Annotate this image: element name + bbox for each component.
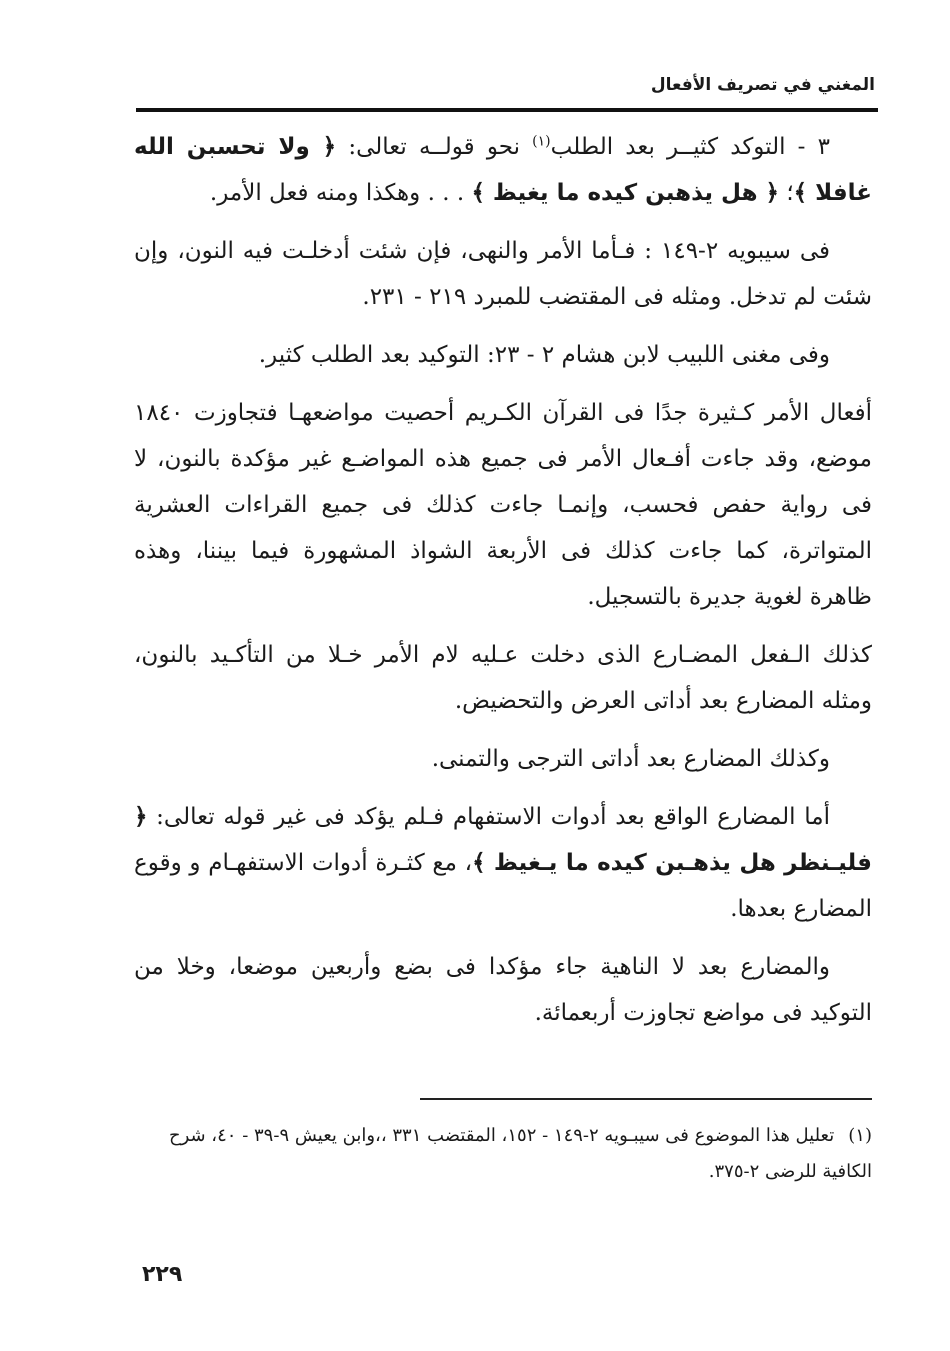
- footnote-reference: (١): [532, 133, 551, 150]
- paragraph-7-text-b: ، مع كثـرة أدوات الاستفهـام و وقوع المضارع بعدها.: [134, 850, 872, 922]
- paragraph-1-text-c: ؛: [779, 180, 794, 206]
- paragraph-2: فى سيبويه ٢-١٤٩ : فـأما الأمر والنهى، فإن شئت أدخلـت فيه النون، وإن شئت لم تدخل. ومثله فى المقتضب للمبرد ٢١٩ - ٢٣١.: [134, 238, 872, 310]
- paragraph-6: وكذلك المضارع بعد أداتى الترجى والتمنى.: [431, 746, 830, 772]
- quran-verse-2: ﴿ هل يذهبن كيده ما يغيظ ﴾: [471, 180, 780, 206]
- paragraph-1-text-a: ٣ - التوكد كثيــر بعد الطلب: [550, 134, 831, 160]
- paragraph-4: أفعال الأمر كـثيرة جدًا فى القرآن الكـريم أحصيت مواضعهـا فتجاوزت ١٨٤٠ موضع، وقد جاءت أفـعال الأمر فى جميع هذه المواضـع غير مؤكدة بالنون، لا فى رواية حفص فحسب، وإنمـا جاءت كذلك فى جميع القراءات العشرية المتواترة، كما جاءت كذلك فى الأربعة الشواذ المشهورة فيما بيننا، وهذه ظاهرة لغوية جديرة بالتسجيل.: [134, 400, 872, 610]
- quran-verse-1: ﴿ ولا تحسبن الله غافلا ﴾: [134, 134, 872, 206]
- footnote: [132, 1118, 872, 1190]
- paragraph-1-text-d: . . . وهكذا ومنه فعل الأمر.: [209, 180, 472, 206]
- footnote-rule: [420, 1098, 872, 1100]
- header-rule: [136, 108, 878, 112]
- paragraph-7: [134, 794, 872, 932]
- footnote-marker: (١): [848, 1125, 872, 1146]
- paragraph-1: [134, 124, 872, 216]
- main-text: [134, 124, 872, 1048]
- running-header: المغني في تصريف الأفعال: [650, 75, 875, 95]
- paragraph-8: والمضارع بعد لا الناهية جاء مؤكدا فى بضع وأربعين موضعا، وخلا من التوكيد فى مواضع تجاوزت أربعمائة.: [134, 954, 872, 1026]
- paragraph-1-text-b: نحو قولــه تعالى:: [336, 134, 533, 160]
- paragraph-7-text-a: أما المضارع الواقع بعد أدوات الاستفهام فـلم يؤكد فى غير قوله تعالى:: [147, 804, 830, 830]
- paragraph-3: وفى مغنى اللبيب لابن هشام ٢ - ٢٣: التوكيد بعد الطلب كثير.: [258, 342, 830, 368]
- quran-verse-3: ﴿ فليـنظر هل يذهـبن كيده ما يـغيظ ﴾: [134, 804, 872, 876]
- page-number: ٢٢٩: [142, 1262, 183, 1287]
- footnote-text: تعليل هذا الموضوع فى سيبـويه ٢-١٤٩ - ١٥٢، المقتضب ٣٣١ ،،وابن يعيش ٩-٣٩ - ٤٠، شرح الكافية للرضى ٢-٣٧٥.: [168, 1125, 872, 1182]
- paragraph-5: كذلك الـفعل المضـارع الذى دخلت عـليه لام الأمر خـلا من التأكـيد بالنون، ومثله المضارع بعد أداتى العرض والتحضيض.: [134, 642, 872, 714]
